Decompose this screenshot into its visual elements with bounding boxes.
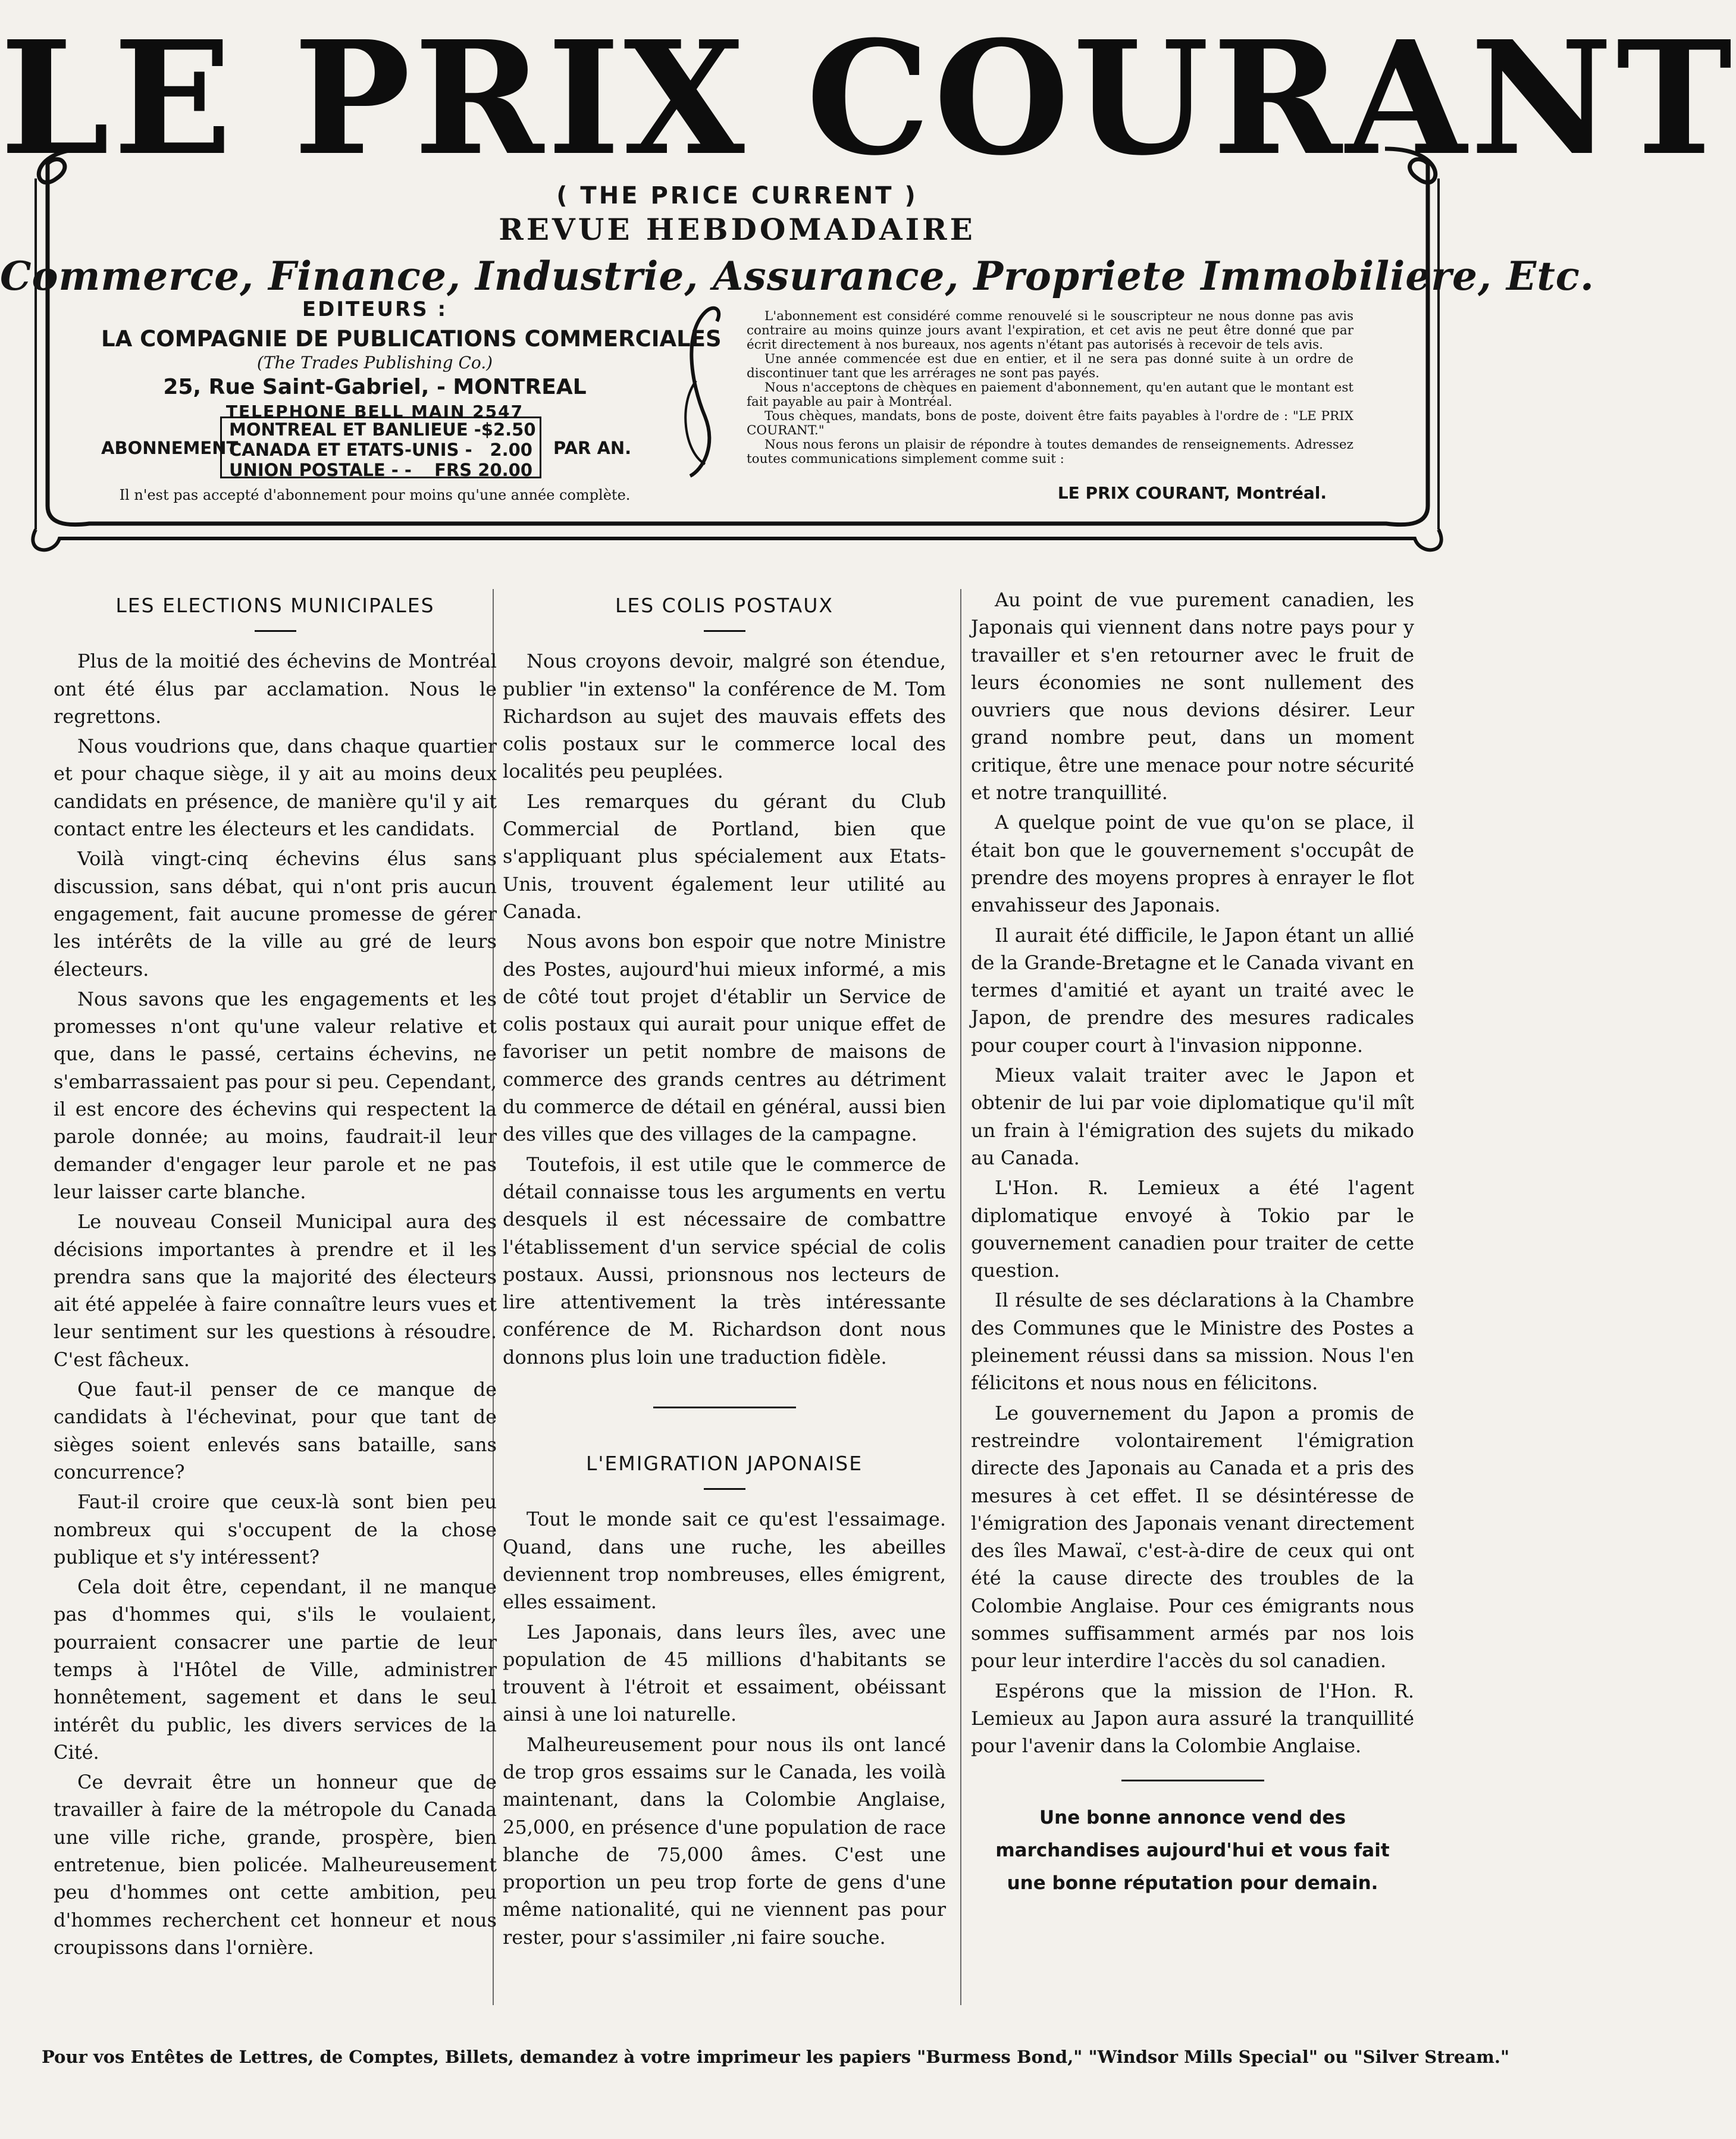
article-paragraph: Nous savons que les engagements et les promesses n'ont qu'une valeur relative et que, dans le passé, certains échevins, ne s'embarrassaient pas pour si peu. Cependant, il est encore des échevins qui respectent la parole donnée; au moins, faudrait-il leur demander d'engager leur parole et ne pas leur laisser carte blanche. bbox=[54, 987, 497, 1203]
notice-paragraph: L'abonnement est considéré comme renouvelé si le souscripteur ne nous donne pas avis contraire au moins quinze jours avant l'expiration, et cet avis ne peut être donné que par écrit directement à nos bureaux, nos agents n'étant pas autorisés à recevoir de tels avis. bbox=[747, 309, 1353, 352]
masthead-subtitle: ( THE PRICE CURRENT ) bbox=[556, 182, 918, 209]
column-left bbox=[54, 586, 497, 1963]
rate-row bbox=[229, 419, 536, 440]
article-paragraph: Il aurait été difficile, le Japon étant un allié de la Grande-Bretagne et le Canada vivant en termes d'amitié et ayant un traité avec le Japon, de prendre des mesures radicales pour couper court à l'invasion nipponne. bbox=[971, 923, 1414, 1057]
rate-region: MONTREAL ET BANLIEUE - bbox=[229, 419, 481, 440]
notice-paragraph: Une année commencée est due en entier, et il ne sera pas donné suite à un ordre de discontinuer tant que les arrérages ne sont pas payés. bbox=[747, 352, 1353, 381]
rate-price: FRS 20.00 bbox=[434, 460, 532, 480]
article-title-elections: LES ELECTIONS MUNICIPALES bbox=[115, 594, 435, 617]
editors-block bbox=[101, 297, 722, 421]
article-paragraph: Nous voudrions que, dans chaque quartier et pour chaque siège, il y ait au moins deux candidats en présence, de manière qu'il y ait contact entre les électeurs et les candidats. bbox=[54, 735, 497, 841]
rate-region: UNION POSTALE - - bbox=[229, 460, 412, 480]
article-title-emigration: L'EMIGRATION JAPONAISE bbox=[585, 1452, 863, 1476]
article-paragraph: Les Japonais, dans leurs îles, avec une population de 45 millions d'habitants se trouvent à l'étroit et essaiment, obéissant ainsi à une loi naturelle. bbox=[503, 1620, 946, 1726]
title-rule bbox=[704, 1488, 745, 1490]
article-paragraph: Nous croyons devoir, malgré son étendue, publier "in extenso" la conférence de M. Tom Richardson au sujet des mauvais effets des colis postaux sur le commerce local des localités peu peuplées. bbox=[503, 650, 946, 783]
title-rule bbox=[255, 630, 296, 632]
subscription-label: ABONNEMENT bbox=[101, 438, 239, 458]
article-title-colis: LES COLIS POSTAUX bbox=[615, 594, 833, 617]
notice-signature: LE PRIX COURANT, Montréal. bbox=[1057, 483, 1327, 503]
article-paragraph: Espérons que la mission de l'Hon. R. Lemieux au Japon aura assuré la tranquillité pour l'avenir dans la Colombie Anglaise. bbox=[971, 1679, 1414, 1758]
article-paragraph: Le nouveau Conseil Municipal aura des décisions importantes à prendre et il les prendra sans que la majorité des électeurs ait été appelée à faire connaître leurs vues et leur sentiment sur les questions à résoudre. C'est fâcheux. bbox=[54, 1210, 497, 1371]
article-paragraph: A quelque point de vue qu'on se place, il était bon que le gouvernement s'occupât de prendre des moyens propres à enrayer le flot envahisseur des Japonais. bbox=[971, 811, 1414, 917]
rate-price: 2.00 bbox=[490, 440, 532, 460]
rate-row bbox=[229, 460, 532, 480]
article-paragraph: Ce devrait être un honneur que de travailler à faire de la métropole du Canada une ville riche, grande, prospère, bien entretenue, bien policée. Malheureusement peu d'hommes ont cette ambition, peu d'hommes recherchent cet honneur et nous croupissons dans l'ornière. bbox=[54, 1771, 497, 1959]
article-paragraph: Au point de vue purement canadien, les Japonais qui viennent dans notre pays pour y travailler et s'en retourner avec le fruit de leurs économies ne sont nullement des ouvriers que nous devions désirer. Leur grand nombre peut, dans un moment critique, être une menace pour notre sécurité et notre tranquillité. bbox=[971, 588, 1414, 804]
rate-price: $2.50 bbox=[481, 419, 536, 440]
editors-label: EDITEURS : bbox=[302, 297, 448, 321]
editors-address: 25, Rue Saint-Gabriel, - MONTREAL bbox=[163, 375, 587, 399]
editors-company: LA COMPAGNIE DE PUBLICATIONS COMMERCIALES bbox=[101, 326, 722, 352]
article-paragraph: Mieux valait traiter avec le Japon et obtenir de lui par voie diplomatique qu'il mît un frain à l'émigration des sujets du mikado au Canada. bbox=[971, 1064, 1414, 1169]
masthead-title: LE PRIX COURANT bbox=[0, 7, 1736, 190]
subscription-rates bbox=[101, 416, 648, 482]
article-paragraph: Nous avons bon espoir que notre Ministre des Postes, aujourd'hui mieux informé, a mis de côté tout projet d'établir un Service de colis postaux qui aurait pour unique effet de favoriser un petit nombre de maisons de commerce des grands centres au détriment du commerce de détail en général, aussi bien des villes que des villages de la campagne. bbox=[503, 930, 946, 1146]
notice-paragraph: Nous nous ferons un plaisir de répondre à toutes demandes de renseignements. Adressez toutes communications simplement comme suit : bbox=[747, 437, 1353, 466]
article-paragraph: Que faut-il penser de ce manque de candidats à l'échevinat, pour que tant de sièges soient enlevés sans bataille, sans concurrence? bbox=[54, 1378, 497, 1483]
article-paragraph: Le gouvernement du Japon a promis de restreindre volontairement l'émigration directe des Japonais au Canada et a pris des mesures à cet effet. Il se désintéresse de l'émigration des Japonais venant directement des îles Mawaï, c'est-à-dire de ceux qui ont été la cause directe des troubles de la Colombie Anglaise. Pour ces émigrants nous sommes suffisamment armés par nos lois pour leur interdire l'accès du sol canadien. bbox=[971, 1401, 1414, 1673]
notice-paragraph: Tous chèques, mandats, bons de poste, doivent être faits payables à l'ordre de : "LE PRIX COURANT." bbox=[747, 409, 1353, 438]
article-paragraph: Faut-il croire que ceux-là sont bien peu nombreux qui s'occupent de la chose publique et s'y intéressent? bbox=[54, 1490, 497, 1568]
article-paragraph: L'Hon. R. Lemieux a été l'agent diplomatique envoyé à Tokio par le gouvernement canadien pour traiter de cette question. bbox=[971, 1176, 1414, 1282]
subscription-rate-box bbox=[220, 416, 541, 478]
subscription-note: Il n'est pas accepté d'abonnement pour moins qu'une année complète. bbox=[119, 487, 631, 503]
section-rule bbox=[653, 1407, 796, 1408]
article-paragraph: Malheureusement pour nous ils ont lancé de trop gros essaims sur le Canada, les voilà maintenant, dans la Colombie Anglaise, 25,000, en présence d'une population de race blanche de 75,000 âmes. C'est une proportion un peu trop forte de gens d'une même nationalité, qui ne viennent pas pour rester, pour s'assimiler ,ni faire souche. bbox=[503, 1733, 946, 1949]
subscription-per-year: PAR AN. bbox=[553, 438, 632, 458]
editors-phone: TELEPHONE BELL MAIN 2547 bbox=[225, 402, 524, 421]
masthead-revue: REVUE HEBDOMADAIRE bbox=[499, 212, 976, 247]
column-divider bbox=[960, 589, 961, 2005]
article-paragraph: Tout le monde sait ce qu'est l'essaimage. Quand, dans une ruche, les abeilles deviennent trop nombreuses, elles émigrent, elles essaiment. bbox=[503, 1508, 946, 1614]
article-paragraph: Cela doit être, cependant, il ne manque pas d'hommes qui, s'ils le voulaient, pourraient consacrer une partie de leur temps à l'Hôtel de Ville, administrer honnêtement, sagement et dans le seul intérêt du public, les divers services de la Cité. bbox=[54, 1576, 497, 1764]
editors-company-english: (The Trades Publishing Co.) bbox=[256, 353, 493, 372]
column-right bbox=[971, 586, 1414, 1900]
masthead-topics: Commerce, Finance, Industrie, Assurance, Propriete Immobiliere, Etc. bbox=[0, 253, 1594, 299]
advertising-promo: Une bonne annonce vend des marchandises aujourd'hui et vous fait une bonne réputation pour demain. bbox=[995, 1807, 1390, 1894]
article-paragraph: Plus de la moitié des échevins de Montréal ont été élus par acclamation. Nous le regrettons. bbox=[54, 650, 497, 728]
article-paragraph: Toutefois, il est utile que le commerce de détail connaisse tous les arguments en vertu desquels il est nécessaire de combattre l'établissement d'un service spécial de colis postaux. Aussi, prionsnous nos lecteurs de lire attentivement la très intéressante conférence de M. Richardson dont nous donnons plus loin une traduction fidèle. bbox=[503, 1153, 946, 1368]
notice-paragraph: Nous n'acceptons de chèques en paiement d'abonnement, qu'en autant que le montant est fait payable au pair à Montréal. bbox=[747, 380, 1353, 409]
footer-advertisement: Pour vos Entêtes de Lettres, de Comptes, Billets, demandez à votre imprimeur les papiers "Burmess Bond," "Windsor Mills Special" ou "Silver Stream." bbox=[42, 2047, 1510, 2067]
title-rule bbox=[704, 630, 745, 632]
subscription-notice bbox=[747, 309, 1353, 466]
rate-region: CANADA ET ETATS-UNIS - bbox=[229, 440, 472, 460]
rate-row bbox=[229, 440, 532, 460]
article-paragraph: Il résulte de ses déclarations à la Chambre des Communes que le Ministre des Postes a pleinement réussi dans sa mission. Nous l'en félicitons et nous nous en félicitons. bbox=[971, 1289, 1414, 1395]
section-rule bbox=[1121, 1780, 1264, 1781]
article-paragraph: Les remarques du gérant du Club Commercial de Portland, bien que s'appliquant plus spécialement aux Etats-Unis, trouvent également leur utilité au Canada. bbox=[503, 790, 946, 923]
column-middle bbox=[503, 586, 946, 1953]
article-paragraph: Voilà vingt-cinq échevins élus sans discussion, sans débat, qui n'ont pris aucun engagement, fait aucune promesse de gérer les intérêts de la ville au gré de leurs électeurs. bbox=[54, 847, 497, 981]
